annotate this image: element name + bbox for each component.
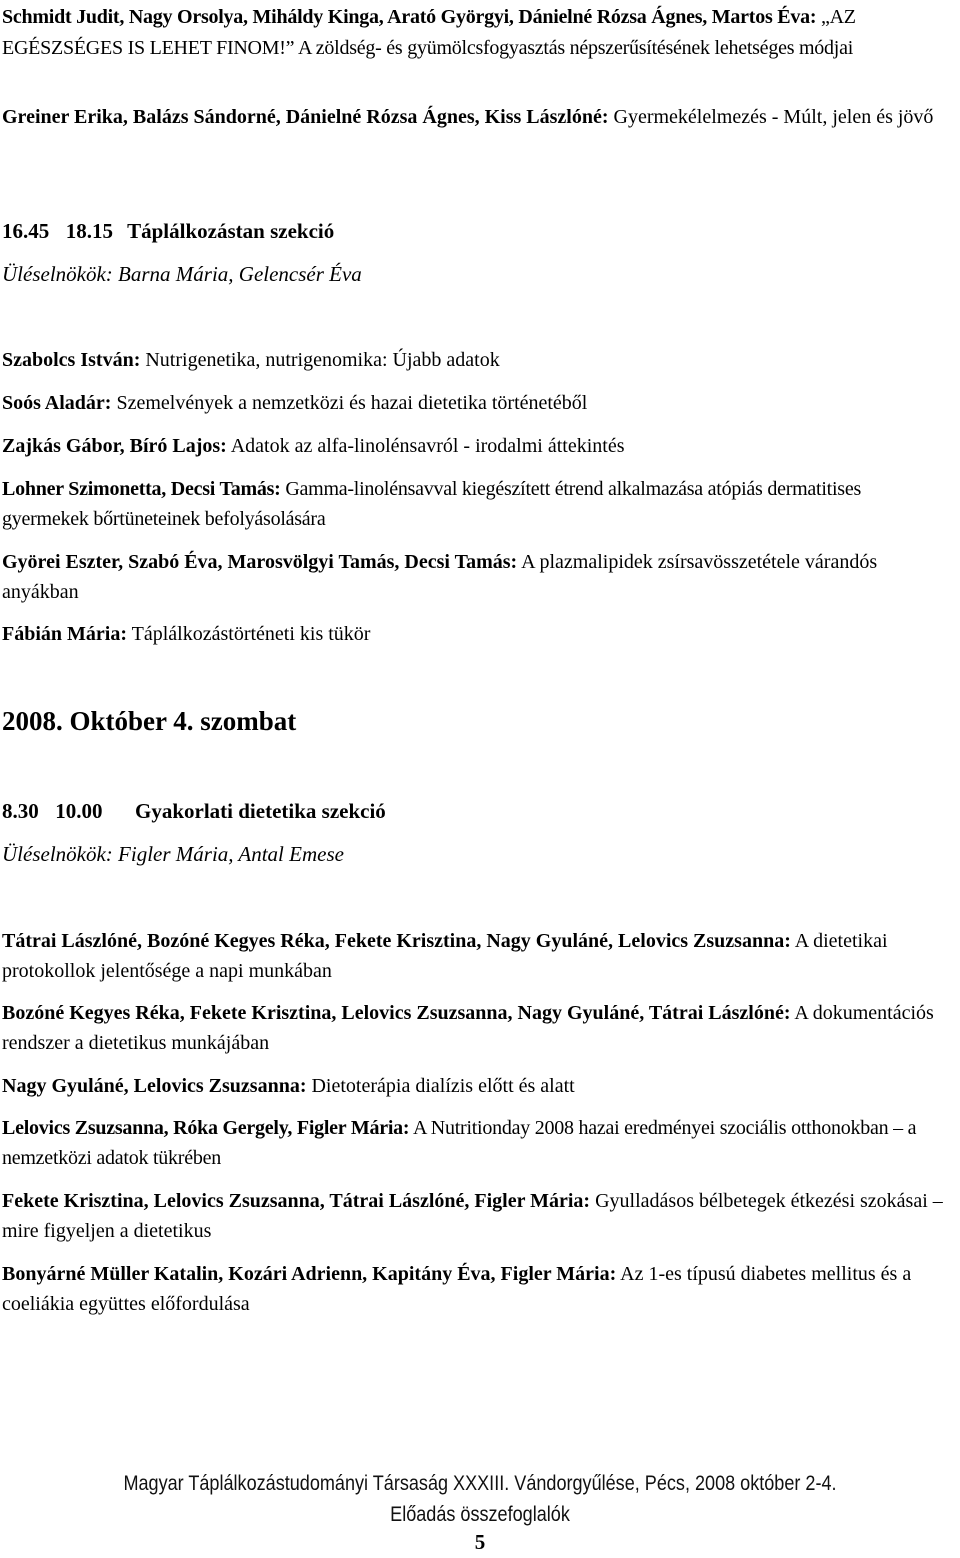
section-time-start: 16.45 <box>2 219 50 243</box>
footer-subtitle: Előadás összefoglalók <box>390 1503 570 1526</box>
talk-entry <box>2 1114 952 1173</box>
talk-authors: Nagy Gyuláné, Lelovics Zsuzsanna: <box>2 1075 307 1097</box>
talk-title: Gyermekélelmezés - Múlt, jelen és jövő <box>608 106 934 128</box>
talk-authors: Soós Aladár: <box>2 392 112 414</box>
section-heading <box>2 799 386 824</box>
talk-entry <box>2 475 952 534</box>
talk-authors: Lelovics Zsuzsanna, Róka Gergely, Figler Mária: <box>2 1117 410 1139</box>
talk-authors: Fábián Mária: <box>2 623 127 645</box>
talk-entry <box>2 2 952 63</box>
section-heading <box>2 219 334 244</box>
page-number: 5 <box>474 1530 486 1554</box>
talk-authors: Zajkás Gábor, Bíró Lajos: <box>2 435 227 457</box>
talk-entry <box>2 1187 952 1246</box>
talk-title: Gyulladásos bélbetegek étkezési szokásai – mire figyeljen a dietetikus <box>2 1190 943 1242</box>
talk-entry <box>2 1072 952 1102</box>
date-heading: 2008. Október 4. szombat <box>2 706 297 736</box>
talk-title: A dokumentációs rendszer a dietetikus munkájában <box>2 1002 934 1054</box>
section-name: Táplálkozástan szekció <box>127 219 335 243</box>
talk-authors: Lohner Szimonetta, Decsi Tamás: <box>2 478 281 500</box>
talk-authors: Bozóné Kegyes Réka, Fekete Krisztina, Lelovics Zsuzsanna, Nagy Gyuláné, Tátrai Lászlóné: <box>2 1002 791 1024</box>
talk-title: Gamma-linolénsavval kiegészített étrend alkalmazása atópiás dermatitises gyermekek bőrtüneteinek befolyásolására <box>2 478 861 530</box>
section-time-end: 10.00 <box>55 799 103 823</box>
talk-title: A dietetikai protokollok jelentősége a napi munkában <box>2 930 888 982</box>
section-chairs: Üléselnökök: Barna Mária, Gelencsér Éva <box>2 262 362 286</box>
talk-authors: Fekete Krisztina, Lelovics Zsuzsanna, Tátrai Lászlóné, Figler Mária: <box>2 1190 591 1212</box>
section-chairs: Üléselnökök: Figler Mária, Antal Emese <box>2 842 344 866</box>
talk-entry <box>2 389 952 419</box>
talk-entry <box>2 346 952 376</box>
talk-authors: Bonyárné Müller Katalin, Kozári Adrienn, Kapitány Éva, Figler Mária: <box>2 1263 617 1285</box>
talk-title: Nutrigenetika, nutrigenomika: Újabb adatok <box>140 349 500 371</box>
talk-entry <box>2 432 952 462</box>
talk-authors: Greiner Erika, Balázs Sándorné, Dánielné Rózsa Ágnes, Kiss Lászlóné: <box>2 106 609 128</box>
talk-entry <box>2 620 952 650</box>
talk-authors: Györei Eszter, Szabó Éva, Marosvölgyi Tamás, Decsi Tamás: <box>2 551 518 573</box>
section-name: Gyakorlati dietetika szekció <box>135 799 386 823</box>
talk-entry <box>2 103 952 133</box>
talk-authors: Szabolcs István: <box>2 349 141 371</box>
talk-authors: Tátrai Lászlóné, Bozóné Kegyes Réka, Fekete Krisztina, Nagy Gyuláné, Lelovics Zsuzsanna: <box>2 930 791 952</box>
talk-authors: Schmidt Judit, Nagy Orsolya, Miháldy Kinga, Arató Györgyi, Dánielné Rózsa Ágnes, Martos Éva: <box>2 6 817 28</box>
section-time-end: 18.15 <box>65 219 113 243</box>
footer-conference: Magyar Táplálkozástudományi Társaság XXXIII. Vándorgyűlése, Pécs, 2008 október 2-4. <box>123 1472 837 1495</box>
talk-entry <box>2 999 952 1058</box>
talk-title: Szemelvények a nemzetközi és hazai dietetika történetéből <box>111 392 588 414</box>
talk-title: „AZ EGÉSZSÉGES IS LEHET FINOM!” A zöldség- és gyümölcsfogyasztás népszerűsítésének lehetséges módjai <box>2 6 856 59</box>
talk-title: A plazmalipidek zsírsavösszetétele várandós anyákban <box>2 551 878 603</box>
talk-title: Táplálkozástörténeti kis tükör <box>127 623 371 645</box>
talk-entry <box>2 1260 952 1319</box>
talk-title: A Nutritionday 2008 hazai eredményei szociális otthonokban – a nemzetközi adatok tükrében <box>2 1117 917 1169</box>
talk-entry <box>2 927 952 986</box>
talk-title: Az 1-es típusú diabetes mellitus és a coeliákia együttes előfordulása <box>2 1263 912 1315</box>
talk-title: Adatok az alfa-linolénsavról - irodalmi áttekintés <box>226 435 625 457</box>
talk-entry <box>2 548 952 607</box>
section-time-start: 8.30 <box>2 799 39 823</box>
talk-title: Dietoterápia dialízis előtt és alatt <box>306 1075 575 1097</box>
